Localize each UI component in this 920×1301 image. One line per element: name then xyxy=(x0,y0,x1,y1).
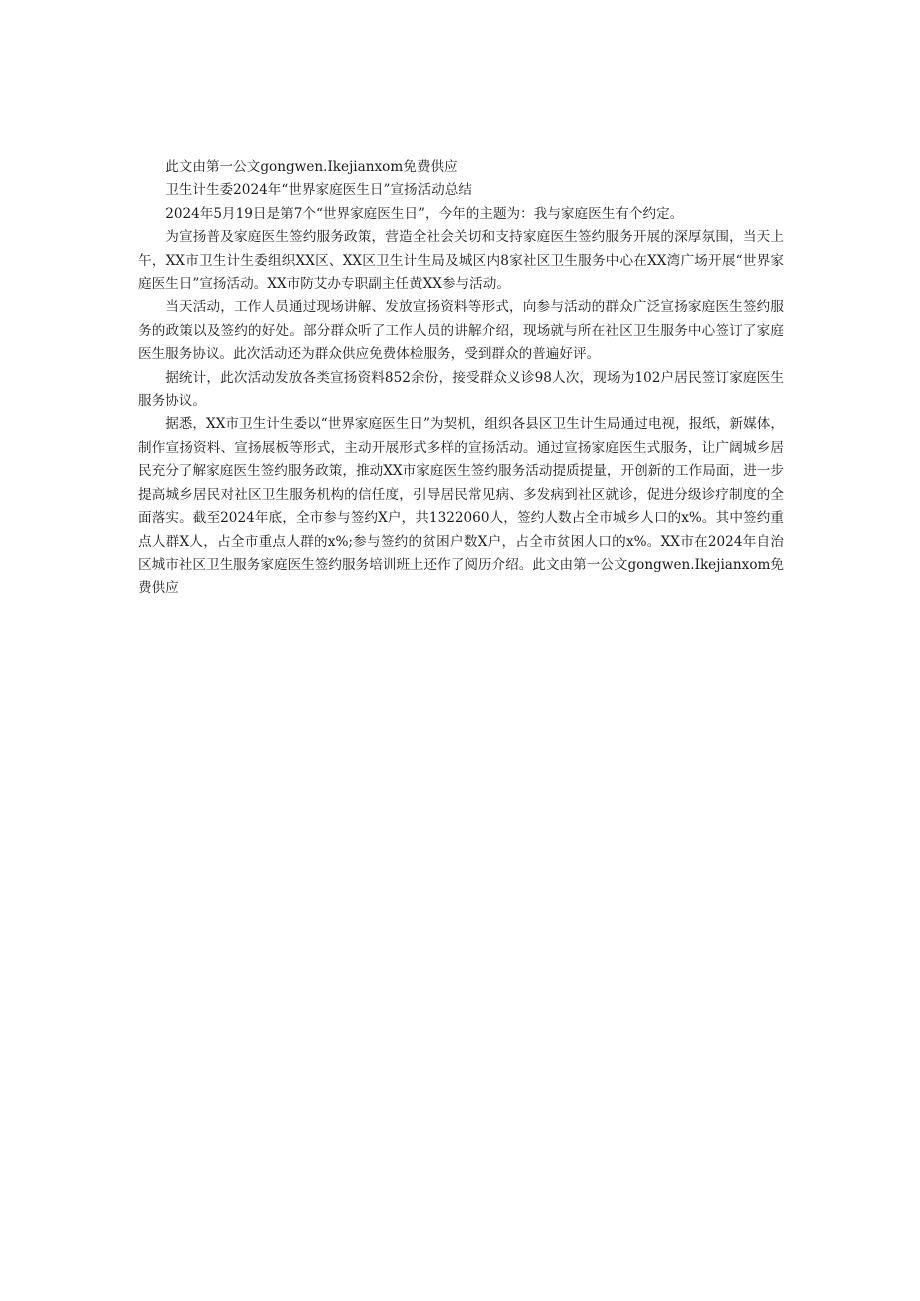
paragraph-theme: 2024年5月19日是第7个“世界家庭医生日”，今年的主题为：我与家庭医生有个约定。 xyxy=(165,205,684,222)
document-title: 卫生计生委2024年“世界家庭医生日”宣扬活动总结 xyxy=(165,182,472,199)
paragraph-activity: 当天活动，工作人员通过现场讲解、发放宣扬资料等形式，向参与活动的群众广泛宣扬家庭医生签约服务的政策以及签约的好处。部分群众听了工作人员的讲解介绍，现场就与所在社区卫生服务中心签订了家庭医生服务协议。此次活动还为群众供应免费体检服务，受到群众的普遍好评。 xyxy=(138,299,784,363)
source-line: 此文由第一公文gongwen.Ikejianxom免费供应 xyxy=(165,159,458,175)
paragraph-statistics: 据统计，此次活动发放各类宣扬资料852余份，接受群众义诊98人次，现场为102户居民签订家庭医生服务协议。 xyxy=(138,369,784,410)
paragraph-event: 为宣扬普及家庭医生签约服务政策，营造全社会关切和支持家庭医生签约服务开展的深厚氛围，当天上午，XX市卫生计生委组织XX区、XX区卫生计生局及城区内8家社区卫生服务中心在XX湾广场开展“世界家庭医生日”宣扬活动。XX市防艾办专职副主任黄XX参与活动。 xyxy=(138,229,784,293)
paragraph-summary: 据悉，XX市卫生计生委以“世界家庭医生日”为契机，组织各县区卫生计生局通过电视，报纸，新媒体，制作宣扬资料、宣扬展板等形式，主动开展形式多样的宣扬活动。通过宣扬家庭医生式服务，让广阔城乡居民充分了解家庭医生签约服务政策，推动XX市家庭医生签约服务活动提质提量，开创新的工作局面，进一步提高城乡居民对社区卫生服务机构的信任度，引导居民常见病、多发病到社区就诊，促进分级诊疗制度的全面落实。截至2024年底，全市参与签约X户，共1322060人，签约人数占全市城乡人口的x%。其中签约重点人群X人，占全市重点人群的x%;参与签约的贫困户数X户，占全市贫困人口的x%。XX市在2024年自治区城市社区卫生服务家庭医生签约服务培训班上还作了阅历介绍。此文由第一公文gongwen.Ikejianxom免费供应 xyxy=(138,416,784,597)
document-body xyxy=(138,156,784,601)
